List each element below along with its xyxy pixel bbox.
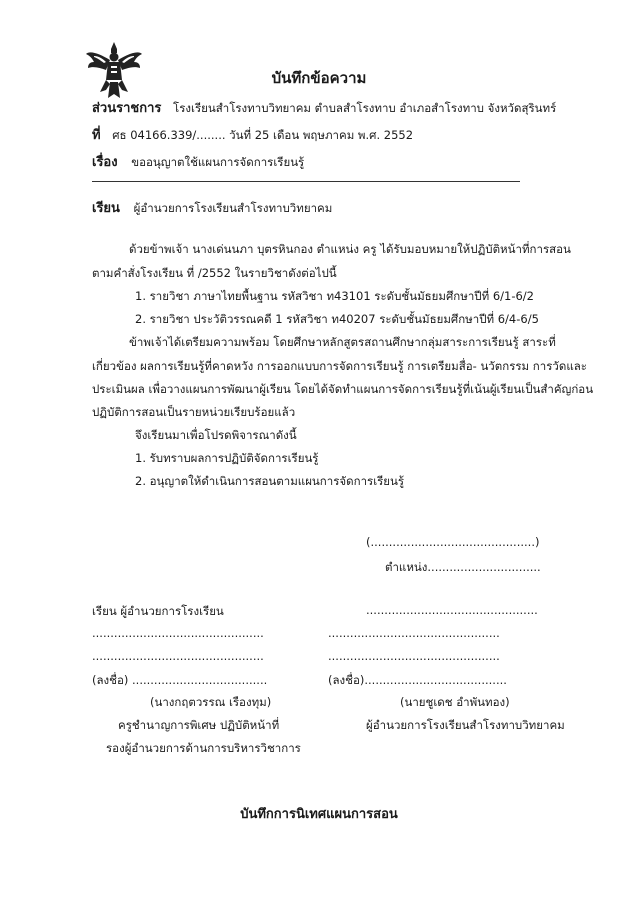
para2-line4: ปฏิบัติการสอนเป็นรายหน่วยเรียบร้อยแล้ว bbox=[92, 405, 296, 419]
agency-row bbox=[92, 97, 556, 118]
request-item-2: 2. อนุญาตให้ดำเนินการสอนตามแผนการจัดการเรียนรู้ bbox=[135, 474, 405, 488]
subject-value: ขออนุญาตใช้แผนการจัดการเรียนรู้ bbox=[131, 155, 305, 169]
para2-line1: ข้าพเจ้าได้เตรียมความพร้อม โดยศึกษาหลักสูตรสถานศึกษากลุ่มสาระการเรียนรู้ สาระที่ bbox=[129, 335, 556, 349]
signer-position-blank: ตำแหน่ง............................... bbox=[385, 560, 541, 574]
para2-line2: เกี่ยวข้อง ผลการเรียนรู้ที่คาดหวัง การออกแบบการจัดการเรียนรู้ การเตรียมสื่อ- นวัตกรรม การวัดและ bbox=[92, 359, 587, 373]
right-signer-position: ผู้อำนวยการโรงเรียนสำโรงทาบวิทยาคม bbox=[366, 718, 565, 732]
left-comment-dots-1: ............................................... bbox=[92, 626, 264, 640]
approval-to: เรียน ผู้อำนวยการโรงเรียน bbox=[92, 604, 224, 618]
right-signer-name: (นายชูเดช อำพันทอง) bbox=[400, 695, 510, 709]
left-signer-position-2: รองผู้อำนวยการด้านการบริหารวิชาการ bbox=[106, 741, 301, 755]
subject-label: เรื่อง bbox=[92, 155, 118, 170]
para1-line2: ตามคำสั่งโรงเรียน ที่ /2552 ในรายวิชาดังต่อไปนี้ bbox=[92, 266, 337, 280]
right-comment-dots-2: ............................................... bbox=[328, 626, 500, 640]
memo-title: บันทึกข้อความ bbox=[271, 69, 367, 87]
reference-label: ที่ bbox=[92, 128, 101, 143]
subject-row bbox=[92, 151, 304, 172]
agency-value: โรงเรียนสำโรงทาบวิทยาคม ตำบลสำโรงทาบ อำเภอสำโรงทาบ จังหวัดสุรินทร์ bbox=[173, 101, 557, 115]
course-item-2: 2. รายวิชา ประวัติวรรณคดี 1 รหัสวิชา ท40207 ระดับชั้นมัธยมศึกษาปีที่ 6/4-6/5 bbox=[135, 312, 539, 326]
right-comment-dots-1: ............................................... bbox=[366, 603, 538, 617]
right-comment-dots-3: ............................................... bbox=[328, 649, 500, 663]
salutation-value: ผู้อำนวยการโรงเรียนสำโรงทาบวิทยาคม bbox=[133, 201, 333, 215]
closing-line: จึงเรียนมาเพื่อโปรดพิจารณาดังนี้ bbox=[135, 428, 297, 442]
agency-label: ส่วนราชการ bbox=[92, 101, 162, 116]
salutation-label: เรียน bbox=[92, 201, 120, 216]
left-comment-dots-2: ............................................... bbox=[92, 649, 264, 663]
header-divider bbox=[92, 181, 520, 182]
supervision-record-title: บันทึกการนิเทศแผนการสอน bbox=[240, 807, 398, 822]
para1-line1: ด้วยข้าพเจ้า นางเด่นนภา บุตรหินกอง ตำแหน่ง ครู ได้รับมอบหมายให้ปฏิบัติหน้าที่การสอน bbox=[129, 242, 571, 256]
left-signer-name: (นางกฤตวรรณ เรืองทุม) bbox=[150, 695, 272, 709]
course-item-1: 1. รายวิชา ภาษาไทยพื้นฐาน รหัสวิชา ท43101 ระดับชั้นมัธยมศึกษาปีที่ 6/1-6/2 bbox=[135, 289, 534, 303]
para2-line3: ประเมินผล เพื่อวางแผนการพัฒนาผู้เรียน โดยได้จัดทำแผนการจัดการเรียนรู้ที่เน้นผู้เรียนเป็นสำคัญก่อน bbox=[92, 382, 594, 396]
salutation-row bbox=[92, 197, 332, 218]
signer-name-blank: (.............................................) bbox=[366, 535, 540, 549]
right-signature-line: (ลงชื่อ)....................................... bbox=[328, 673, 507, 687]
reference-value: ศธ 04166.339/........ วันที่ 25 เดือน พฤษภาคม พ.ศ. 2552 bbox=[112, 128, 414, 142]
left-signature-line: (ลงชื่อ) ..................................... bbox=[92, 673, 268, 687]
reference-row bbox=[92, 124, 413, 145]
request-item-1: 1. รับทราบผลการปฏิบัติจัดการเรียนรู้ bbox=[135, 451, 319, 465]
left-signer-position-1: ครูชำนาญการพิเศษ ปฏิบัติหน้าที่ bbox=[118, 718, 280, 732]
